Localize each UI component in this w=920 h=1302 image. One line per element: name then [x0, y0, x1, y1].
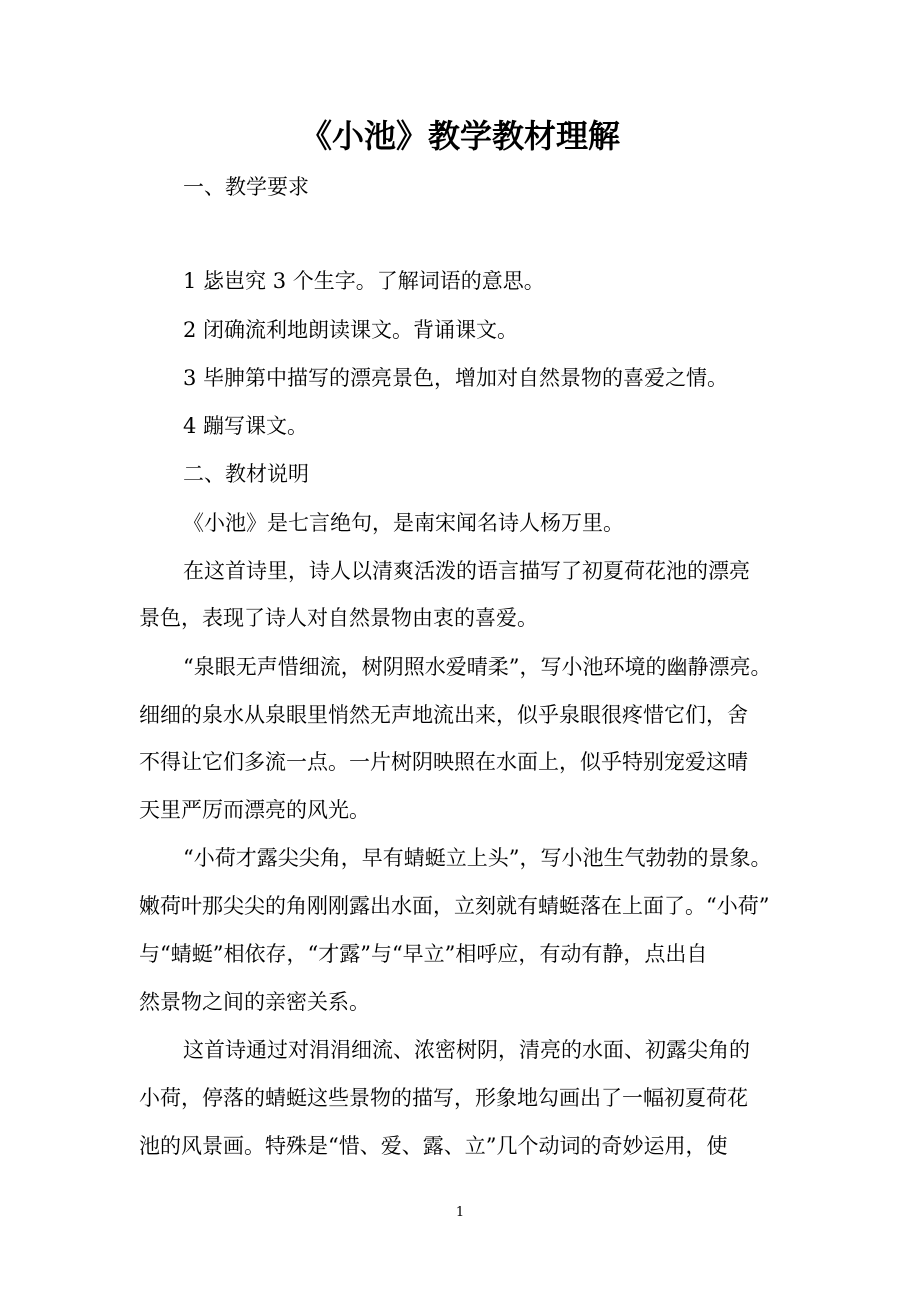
paragraph-line: 池的风景画。特殊是“惜、爱、露、立”几个动词的奇妙运用，使 — [139, 1134, 728, 1158]
paragraph-line: 小荷，停落的蜻蜓这些景物的描写，形象地勾画出了一幅初夏荷花 — [139, 1086, 748, 1110]
paragraph-line: 然景物之间的亲密关系。 — [139, 990, 370, 1014]
paragraph-line: 景色，表现了诗人对自然景物由衷的喜爱。 — [139, 606, 538, 630]
paragraph-line: 与“蜻蜓”相依存，“才露”与“早立”相呼应，有动有静，点出自 — [139, 942, 708, 966]
section-heading-material-description: 二、教材说明 — [183, 462, 309, 486]
paragraph-line: 细细的泉水从泉眼里悄然无声地流出来，似乎泉眼很疼惜它们，舍 — [139, 703, 748, 727]
requirement-item-3: 3 毕胂第中描写的漂亮景色，增加对自然景物的喜爱之情。 — [183, 366, 729, 390]
requirement-item-2: 2 闭确流利地朗读课文。背诵课文。 — [183, 318, 519, 342]
requirement-item-4: 4 蹦写课文。 — [183, 414, 309, 438]
paragraph-line: 嫩荷叶那尖尖的角刚刚露出水面，立刻就有蜻蜓落在上面了。“小荷” — [139, 894, 770, 918]
paragraph-line: “小荷才露尖尖角，早有蜻蜓立上头”，写小池生气勃勃的景象。 — [183, 846, 772, 870]
page-title: 《小池》教学教材理解 — [299, 117, 620, 155]
paragraph-line: 在这首诗里，诗人以清爽活泼的语言描写了初夏荷花池的漂亮 — [183, 559, 750, 583]
page-number: 1 — [455, 1205, 465, 1220]
paragraph-line: “泉眼无声惜细流，树阴照水爱晴柔”，写小池环境的幽静漂亮。 — [183, 655, 772, 679]
paragraph-line: 不得让它们多流一点。一片树阴映照在水面上，似乎特别宠爱这晴 — [139, 750, 748, 774]
paragraph-line: 《小池》是七言绝句，是南宋闻名诗人杨万里。 — [183, 511, 624, 535]
paragraph-line: 天里严厉而漂亮的风光。 — [139, 798, 370, 822]
paragraph-line: 这首诗通过对涓涓细流、浓密树阴，清亮的水面、初露尖角的 — [183, 1038, 750, 1062]
section-heading-teaching-requirements: 一、教学要求 — [183, 175, 309, 199]
requirement-item-1: 1 毖岜究 3 个生字。了解词语的意思。 — [183, 269, 545, 293]
